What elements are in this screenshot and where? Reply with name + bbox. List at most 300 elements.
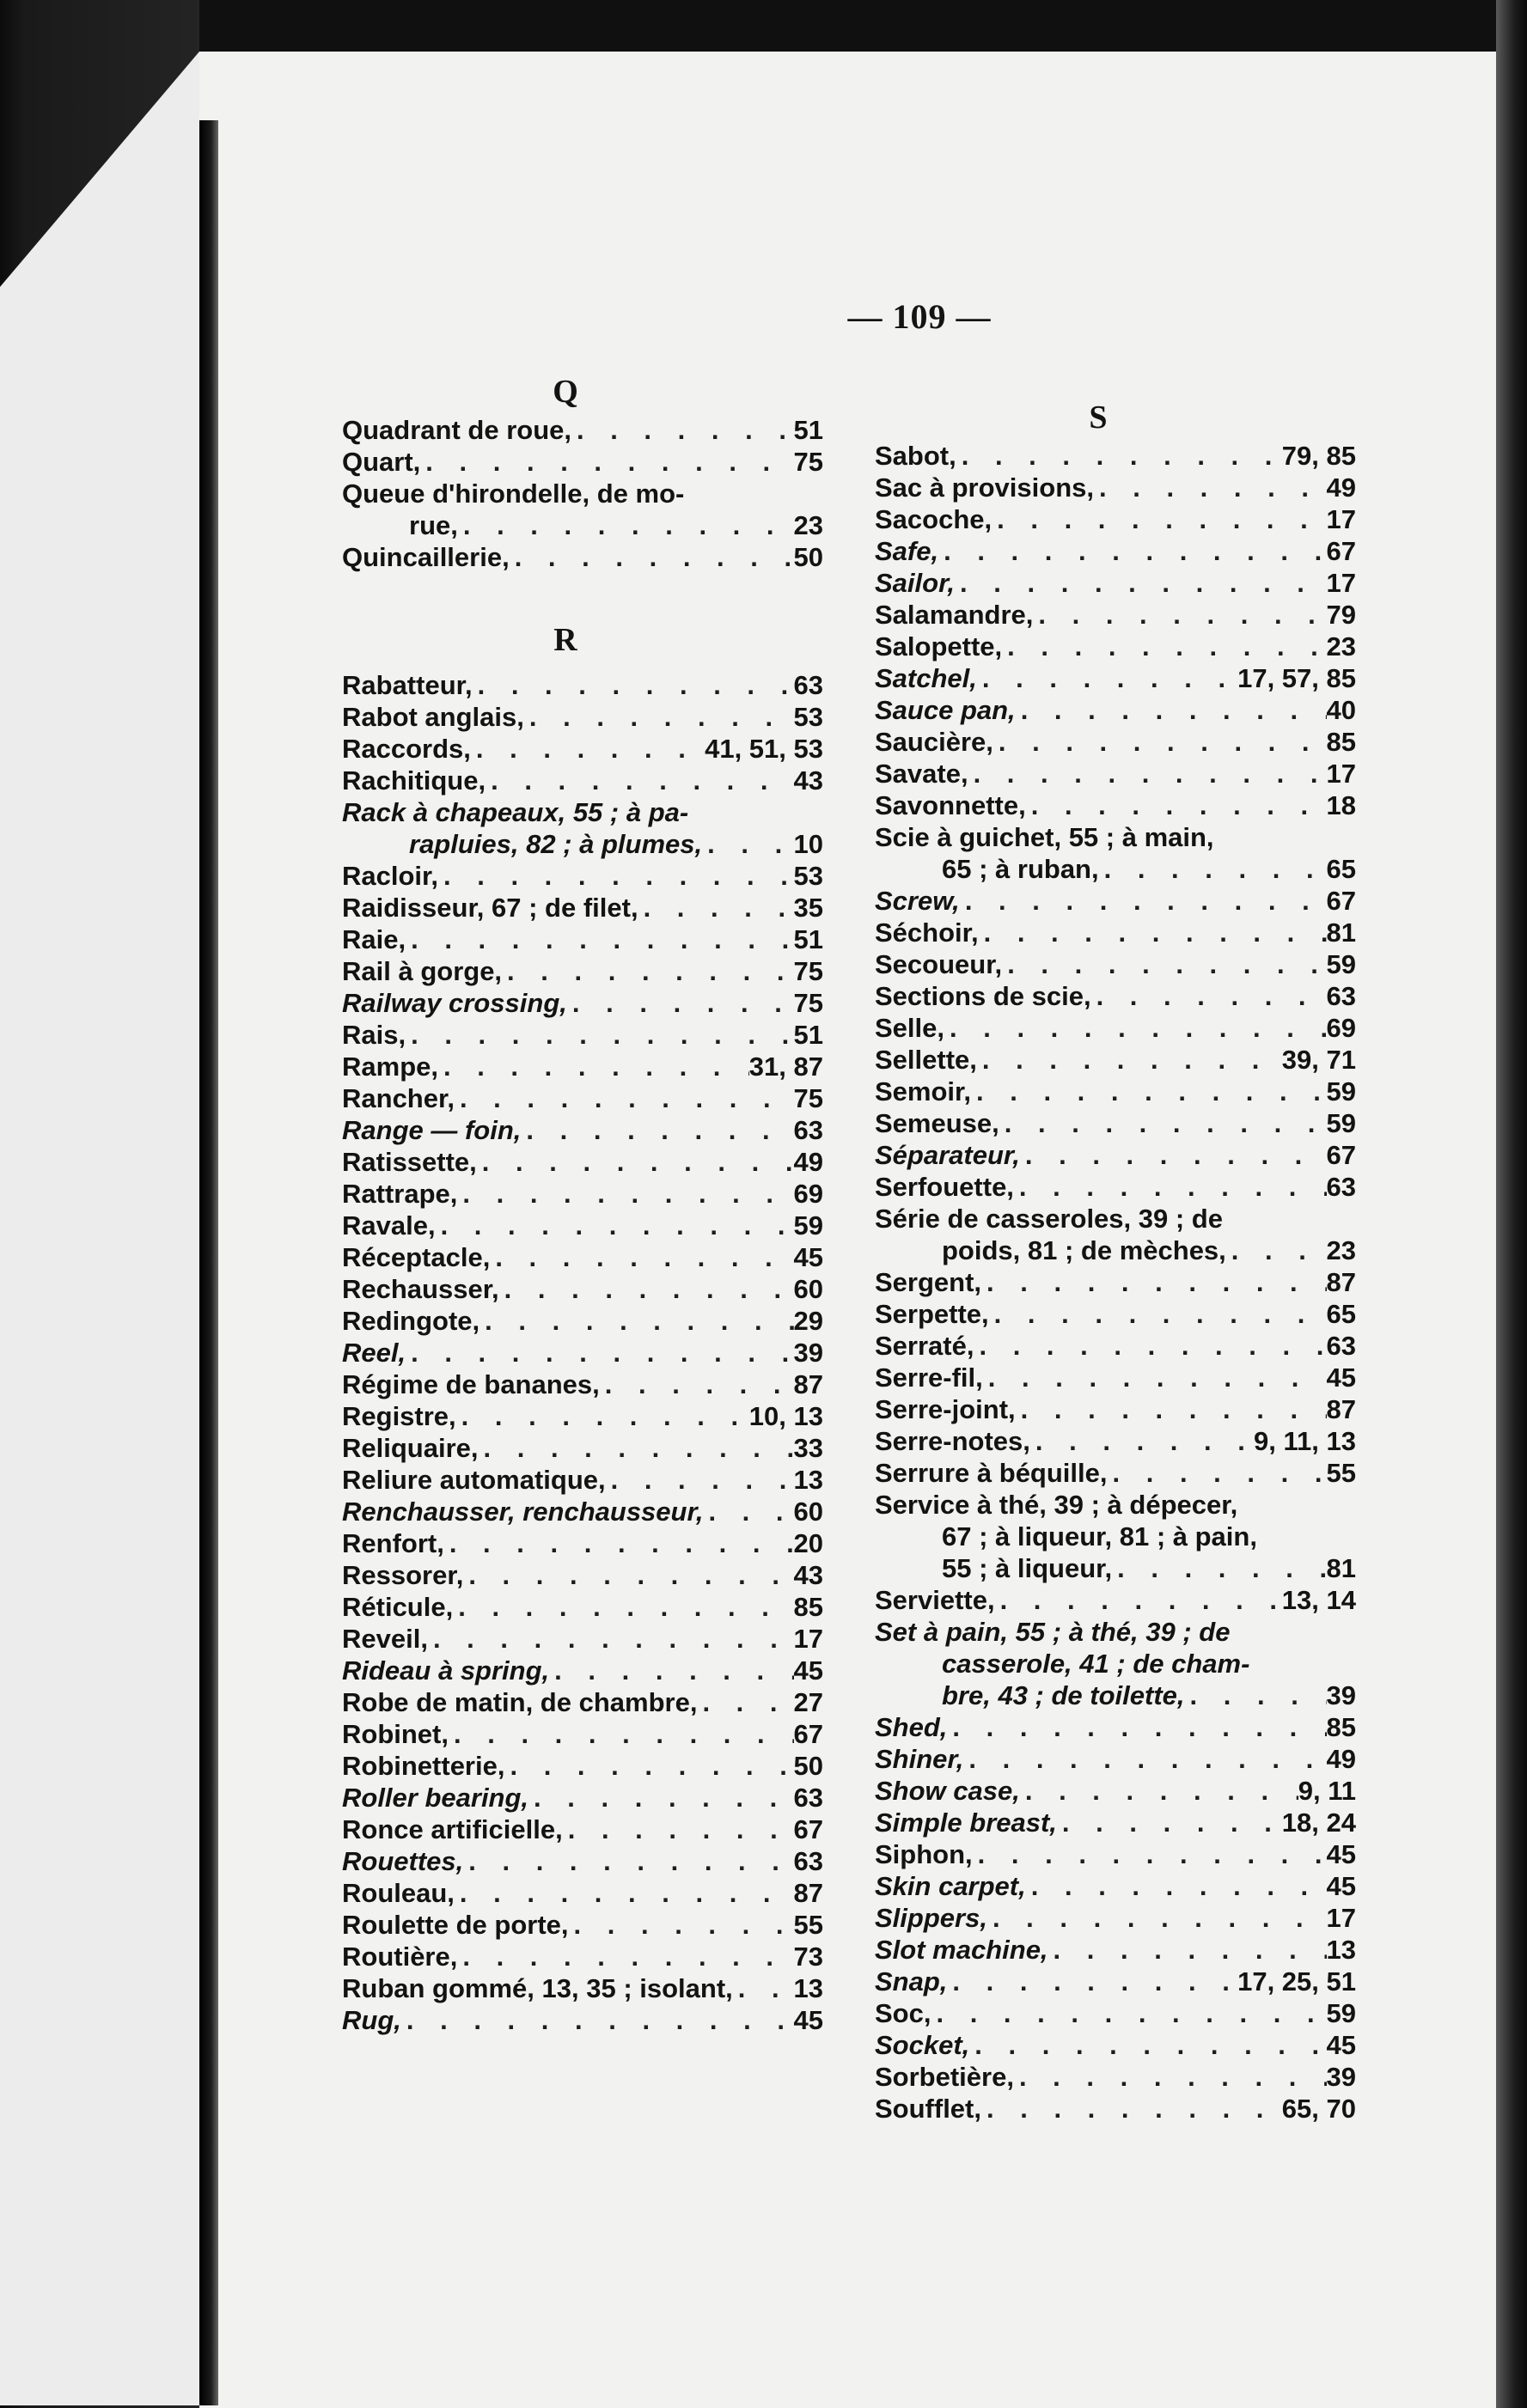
entry-line [342, 987, 823, 1019]
dot-leader [974, 1330, 1326, 1362]
entry-line [342, 1559, 823, 1591]
entry-page-numbers: 13 [793, 1973, 823, 2003]
index-entry [342, 541, 823, 573]
dot-leader [453, 1591, 793, 1623]
entry-line [875, 1266, 1356, 1298]
entry-page-numbers: 9, 11 [1298, 1776, 1356, 1806]
entry-term: Serre-fil, [875, 1363, 983, 1393]
dot-leader [1108, 1457, 1327, 1489]
entry-line [875, 1775, 1356, 1807]
dot-leader [1112, 1552, 1326, 1584]
entry-term: Saucière, [875, 727, 993, 757]
dot-leader [697, 1686, 793, 1718]
entry-term: Ressorer, [342, 1560, 464, 1590]
entry-line [342, 1909, 823, 1941]
entry-term: Sailor, [875, 568, 956, 598]
entry-page-numbers: 17 [793, 1624, 823, 1654]
entry-page-numbers: 17 [1326, 568, 1356, 598]
index-entry [342, 1909, 823, 1941]
entry-page-numbers: 17, 25, 51 [1237, 1966, 1356, 1997]
entry-page-numbers: 50 [793, 1751, 823, 1781]
entry-term: casserole, 41 ; de cham- [942, 1649, 1250, 1679]
dot-leader [703, 1496, 793, 1527]
entry-term: Slippers, [875, 1903, 987, 1933]
entry-line [875, 1171, 1356, 1203]
index-entry [875, 1107, 1356, 1139]
index-entry [875, 1044, 1356, 1076]
entry-term: Roller bearing, [342, 1783, 529, 1813]
entry-term: Ronce artificielle, [342, 1814, 563, 1844]
dot-leader [438, 1051, 749, 1082]
entry-line [342, 1750, 823, 1782]
entry-continuation-line [875, 1552, 1356, 1584]
entry-term: Salamandre, [875, 600, 1034, 630]
index-entry [342, 1591, 823, 1623]
page-gutter [199, 120, 218, 2405]
index-entry [342, 2004, 823, 2036]
dot-leader [969, 2029, 1326, 2061]
entry-line [342, 478, 823, 509]
entry-term: Reliure automatique, [342, 1465, 606, 1495]
entry-term: Reel, [342, 1338, 406, 1368]
entry-page-numbers: 75 [793, 956, 823, 986]
entry-term: Soufflet, [875, 2094, 981, 2124]
entry-page-numbers: 49 [1326, 1744, 1356, 1774]
index-entry [875, 1934, 1356, 1966]
dot-leader [992, 503, 1326, 535]
dot-leader [420, 446, 793, 478]
dot-leader [473, 669, 794, 701]
entry-line [342, 1019, 823, 1051]
dot-leader [931, 1997, 1326, 2029]
index-entry [342, 1972, 823, 2004]
dot-leader [436, 1210, 794, 1241]
entry-page-numbers: 53 [793, 702, 823, 732]
dot-leader [490, 1241, 793, 1273]
entry-page-numbers: 51 [793, 415, 823, 445]
entry-term: Routière, [342, 1942, 458, 1972]
dot-leader [973, 1838, 1327, 1870]
entry-term: Serraté, [875, 1331, 974, 1361]
index-entry [875, 440, 1356, 472]
index-entry [875, 726, 1356, 758]
dot-leader [428, 1623, 794, 1655]
entry-term: Show case, [875, 1776, 1020, 1806]
dot-leader [1094, 472, 1327, 503]
index-entry [342, 1178, 823, 1210]
entry-term: Racloir, [342, 861, 438, 891]
entry-line [342, 2004, 823, 2036]
entry-term: Salopette, [875, 631, 1003, 661]
entry-line [875, 789, 1356, 821]
entry-term: Registre, [342, 1401, 456, 1431]
scan-right-margin [1496, 0, 1527, 2408]
entry-term: Service à thé, 39 ; à dépecer, [875, 1490, 1238, 1520]
entry-line [875, 758, 1356, 789]
entry-page-numbers: 79 [1326, 600, 1356, 630]
entry-term: Scie à guichet, 55 ; à main, [875, 822, 1214, 852]
index-entry [342, 796, 823, 860]
entry-page-numbers: 45 [1326, 1839, 1356, 1869]
dot-leader [455, 1082, 794, 1114]
entry-line [875, 1902, 1356, 1934]
index-entry [342, 1814, 823, 1845]
index-entry [875, 789, 1356, 821]
entry-term: Rais, [342, 1020, 406, 1050]
entry-term: Shiner, [875, 1744, 964, 1774]
entry-term: Robinet, [342, 1719, 449, 1749]
entry-page-numbers: 85 [1326, 727, 1356, 757]
entry-term: Renfort, [342, 1528, 444, 1558]
index-entry [342, 924, 823, 955]
entry-term: Rack à chapeaux, 55 ; à pa- [342, 797, 689, 827]
index-entry [875, 1171, 1356, 1203]
section-letter: R [553, 622, 577, 658]
dot-leader [499, 1273, 794, 1305]
dot-leader [947, 1711, 1326, 1743]
entry-line [875, 1489, 1356, 1521]
entry-term: Set à pain, 55 ; à thé, 39 ; de [875, 1617, 1231, 1647]
entry-line [342, 1814, 823, 1845]
dot-leader [1026, 789, 1327, 821]
entry-page-numbers: 17 [1326, 1903, 1356, 1933]
dot-leader [521, 1114, 793, 1146]
entry-page-numbers: 85 [1326, 1712, 1356, 1742]
entry-term: Shed, [875, 1712, 948, 1742]
index-entry [875, 1425, 1356, 1457]
entry-page-numbers: 67 [1326, 1140, 1356, 1170]
index-entry [342, 1655, 823, 1686]
entry-page-numbers: 9, 11, 13 [1254, 1426, 1356, 1456]
dot-leader [963, 1743, 1326, 1775]
entry-page-numbers: 63 [793, 1115, 823, 1145]
entry-line [342, 1241, 823, 1273]
entry-term: Raidisseur, 67 ; de filet, [342, 893, 638, 923]
index-entry [342, 1877, 823, 1909]
entry-page-numbers: 13 [793, 1465, 823, 1495]
index-entry [875, 1203, 1356, 1266]
entry-line [875, 1743, 1356, 1775]
entry-line [875, 2061, 1356, 2093]
dot-leader [955, 567, 1326, 599]
entry-line [875, 821, 1356, 853]
index-entry [342, 1210, 823, 1241]
index-entry [342, 1845, 823, 1877]
entry-line [875, 694, 1356, 726]
dot-leader [956, 440, 1282, 472]
dot-leader [567, 987, 794, 1019]
entry-line [875, 980, 1356, 1012]
index-column-right [875, 395, 1356, 2125]
entry-page-numbers: 23 [793, 510, 823, 540]
section-letter: S [1089, 399, 1108, 436]
entry-page-numbers: 45 [1326, 2030, 1356, 2060]
entry-line [875, 1934, 1356, 1966]
dot-leader [968, 758, 1327, 789]
entry-page-numbers: 65 [1326, 854, 1356, 884]
entry-term: Reliquaire, [342, 1433, 479, 1463]
entry-line [342, 1845, 823, 1877]
dot-leader [947, 1966, 1237, 1997]
entry-line [875, 472, 1356, 503]
dot-leader [486, 765, 793, 796]
index-entry [342, 414, 823, 446]
entry-term: Renchausser, renchausseur, [342, 1497, 704, 1527]
entry-line [875, 1139, 1356, 1171]
entry-line [342, 1400, 823, 1432]
entry-term: Rampe, [342, 1052, 438, 1082]
dot-leader [979, 917, 1327, 948]
index-entry [875, 631, 1356, 662]
entry-line [342, 1146, 823, 1178]
entry-page-numbers: 51 [793, 1020, 823, 1050]
entry-term: Secoueur, [875, 949, 1003, 979]
entry-term: Raccords, [342, 734, 471, 764]
entry-page-numbers: 43 [793, 765, 823, 796]
dot-leader [702, 828, 793, 860]
dot-leader [524, 701, 794, 733]
dot-leader [993, 726, 1327, 758]
entry-line [342, 1591, 823, 1623]
entry-line [875, 2093, 1356, 2125]
index-entry [875, 1616, 1356, 1711]
dot-leader [987, 1902, 1327, 1934]
entry-line [875, 503, 1356, 535]
entry-term: Socket, [875, 2030, 970, 2060]
entry-term: Sac à provisions, [875, 472, 1094, 503]
dot-leader [971, 1076, 1327, 1107]
dot-leader [977, 1044, 1282, 1076]
entry-page-numbers: 81 [1326, 1553, 1356, 1583]
index-entry [875, 1298, 1356, 1330]
entry-term: Serre-joint, [875, 1394, 1016, 1424]
entry-page-numbers: 65 [1326, 1299, 1356, 1329]
dot-leader [471, 733, 705, 765]
dot-leader [1016, 694, 1327, 726]
entry-line [875, 1457, 1356, 1489]
entry-page-numbers: 75 [793, 1083, 823, 1113]
entry-line [342, 733, 823, 765]
entry-term: Savate, [875, 759, 968, 789]
index-entry [342, 478, 823, 541]
index-entry [875, 694, 1356, 726]
entry-line [875, 1711, 1356, 1743]
entry-term: Rabatteur, [342, 670, 473, 700]
entry-term: Sergent, [875, 1267, 982, 1297]
index-entry [875, 1807, 1356, 1838]
entry-term: rapluies, 82 ; à plumes, [409, 829, 703, 859]
dot-leader [455, 1877, 794, 1909]
dot-leader [960, 885, 1327, 917]
dot-leader [457, 1941, 793, 1972]
entry-term: Rouettes, [342, 1846, 464, 1876]
dot-leader [981, 1266, 1326, 1298]
entry-page-numbers: 75 [793, 988, 823, 1018]
entry-line [342, 1782, 823, 1814]
entry-line [342, 1877, 823, 1909]
entry-line [875, 599, 1356, 631]
entry-continuation-line [875, 1680, 1356, 1711]
entry-page-numbers: 27 [793, 1687, 823, 1717]
dot-leader [563, 1814, 794, 1845]
entry-page-numbers: 41, 51, 53 [705, 734, 823, 764]
index-entry [875, 2093, 1356, 2125]
entry-line [875, 567, 1356, 599]
dot-leader [571, 414, 794, 446]
entry-line [342, 1941, 823, 1972]
entry-page-numbers: 63 [1326, 1331, 1356, 1361]
entry-page-numbers: 45 [793, 2005, 823, 2035]
entry-line [875, 2029, 1356, 2061]
entry-term: Serviette, [875, 1585, 995, 1615]
index-entry [875, 1489, 1356, 1584]
dot-leader [1185, 1680, 1327, 1711]
index-entry [342, 1400, 823, 1432]
entry-continuation-line [342, 828, 823, 860]
dot-leader [1030, 1425, 1254, 1457]
entry-line [342, 1273, 823, 1305]
index-entry [342, 669, 823, 701]
index-entry [342, 1241, 823, 1273]
dot-leader [1002, 631, 1326, 662]
index-entry [342, 701, 823, 733]
index-entry [342, 1273, 823, 1305]
entry-line [875, 726, 1356, 758]
dot-leader [479, 1432, 794, 1464]
entry-line [342, 1686, 823, 1718]
entry-line [875, 535, 1356, 567]
dot-leader [569, 1909, 794, 1941]
entry-term: Siphon, [875, 1839, 973, 1869]
entry-line [342, 955, 823, 987]
index-entry [875, 1012, 1356, 1044]
entry-page-numbers: 73 [793, 1942, 823, 1972]
entry-term: Sabot, [875, 441, 956, 471]
entry-line [875, 1966, 1356, 1997]
entry-page-numbers: 51 [793, 924, 823, 954]
index-entry [342, 987, 823, 1019]
dot-leader [1048, 1934, 1327, 1966]
entry-term: rue, [409, 510, 458, 540]
entry-term: Régime de bananes, [342, 1369, 600, 1399]
entry-line [875, 1997, 1356, 2029]
entry-line [875, 1044, 1356, 1076]
index-entry [875, 567, 1356, 599]
entry-term: Range — foin, [342, 1115, 522, 1145]
entry-line [342, 446, 823, 478]
index-entry [342, 1114, 823, 1146]
entry-page-numbers: 17 [1326, 504, 1356, 534]
index-entry [875, 1775, 1356, 1807]
dot-leader [504, 1750, 793, 1782]
entry-line [875, 1012, 1356, 1044]
entry-term: Robinetterie, [342, 1751, 505, 1781]
index-entry [342, 860, 823, 892]
dot-leader [510, 541, 794, 573]
index-entry [342, 1082, 823, 1114]
entry-term: Séparateur, [875, 1140, 1020, 1170]
entry-page-numbers: 63 [793, 670, 823, 700]
entry-line [875, 1076, 1356, 1107]
index-entry [342, 1051, 823, 1082]
entry-page-numbers: 13 [1326, 1935, 1356, 1965]
entry-page-numbers: 87 [793, 1369, 823, 1399]
dot-leader [606, 1464, 794, 1496]
entry-page-numbers: 10 [793, 829, 823, 859]
entry-line [875, 885, 1356, 917]
entry-page-numbers: 18 [1326, 790, 1356, 820]
dot-leader [977, 662, 1237, 694]
entry-term: Rideau à spring, [342, 1655, 550, 1686]
index-entry [875, 599, 1356, 631]
entry-term: Quadrant de roue, [342, 415, 571, 445]
entry-term: bre, 43 ; de toilette, [942, 1680, 1185, 1710]
dot-leader [479, 1305, 793, 1337]
entry-term: Queue d'hirondelle, de mo- [342, 479, 685, 509]
entry-term: Screw, [875, 886, 960, 916]
entry-page-numbers: 67 [793, 1719, 823, 1749]
index-entry [875, 1870, 1356, 1902]
entry-page-numbers: 69 [793, 1179, 823, 1209]
entry-continuation-line [875, 1521, 1356, 1552]
entry-line [342, 1972, 823, 2004]
index-entry [875, 1902, 1356, 1934]
entry-term: Soc, [875, 1998, 931, 2028]
index-entry [342, 1464, 823, 1496]
entry-term: Serpette, [875, 1299, 989, 1329]
entry-term: Redingote, [342, 1306, 480, 1336]
entry-term: Sacoche, [875, 504, 993, 534]
dot-leader [983, 1362, 1327, 1393]
dot-leader [1014, 2061, 1327, 2093]
index-entry [875, 1362, 1356, 1393]
entry-term: Serre-notes, [875, 1426, 1030, 1456]
dot-leader [457, 1178, 793, 1210]
entry-line [342, 796, 823, 828]
entry-page-numbers: 63 [1326, 981, 1356, 1011]
entry-line [342, 1527, 823, 1559]
entry-page-numbers: 59 [1326, 949, 1356, 979]
entry-page-numbers: 17, 57, 85 [1237, 663, 1356, 693]
dot-leader [406, 1337, 793, 1369]
entry-line [342, 1178, 823, 1210]
index-entry [875, 917, 1356, 948]
entry-term: 67 ; à liqueur, 81 ; à pain, [942, 1521, 1257, 1551]
index-entry [342, 892, 823, 924]
entry-page-numbers: 40 [1326, 695, 1356, 725]
entry-line [342, 765, 823, 796]
index-entry [875, 1457, 1356, 1489]
entry-line [342, 1623, 823, 1655]
entry-page-numbers: 87 [1326, 1394, 1356, 1424]
index-entry [342, 733, 823, 765]
dot-leader [944, 1012, 1327, 1044]
dot-leader [477, 1146, 794, 1178]
entry-term: Raie, [342, 924, 406, 954]
entry-line [342, 1369, 823, 1400]
entry-page-numbers: 67 [1326, 886, 1356, 916]
entry-page-numbers: 59 [1326, 1998, 1356, 2028]
entry-page-numbers: 13, 14 [1281, 1585, 1356, 1615]
entry-term: poids, 81 ; de mèches, [942, 1235, 1226, 1265]
index-entry [875, 535, 1356, 567]
entry-line [875, 948, 1356, 980]
index-entry [342, 1496, 823, 1527]
index-entry [875, 1584, 1356, 1616]
entry-term: Savonnette, [875, 790, 1026, 820]
dot-leader [733, 1972, 794, 2004]
entry-term: Rabot anglais, [342, 702, 524, 732]
